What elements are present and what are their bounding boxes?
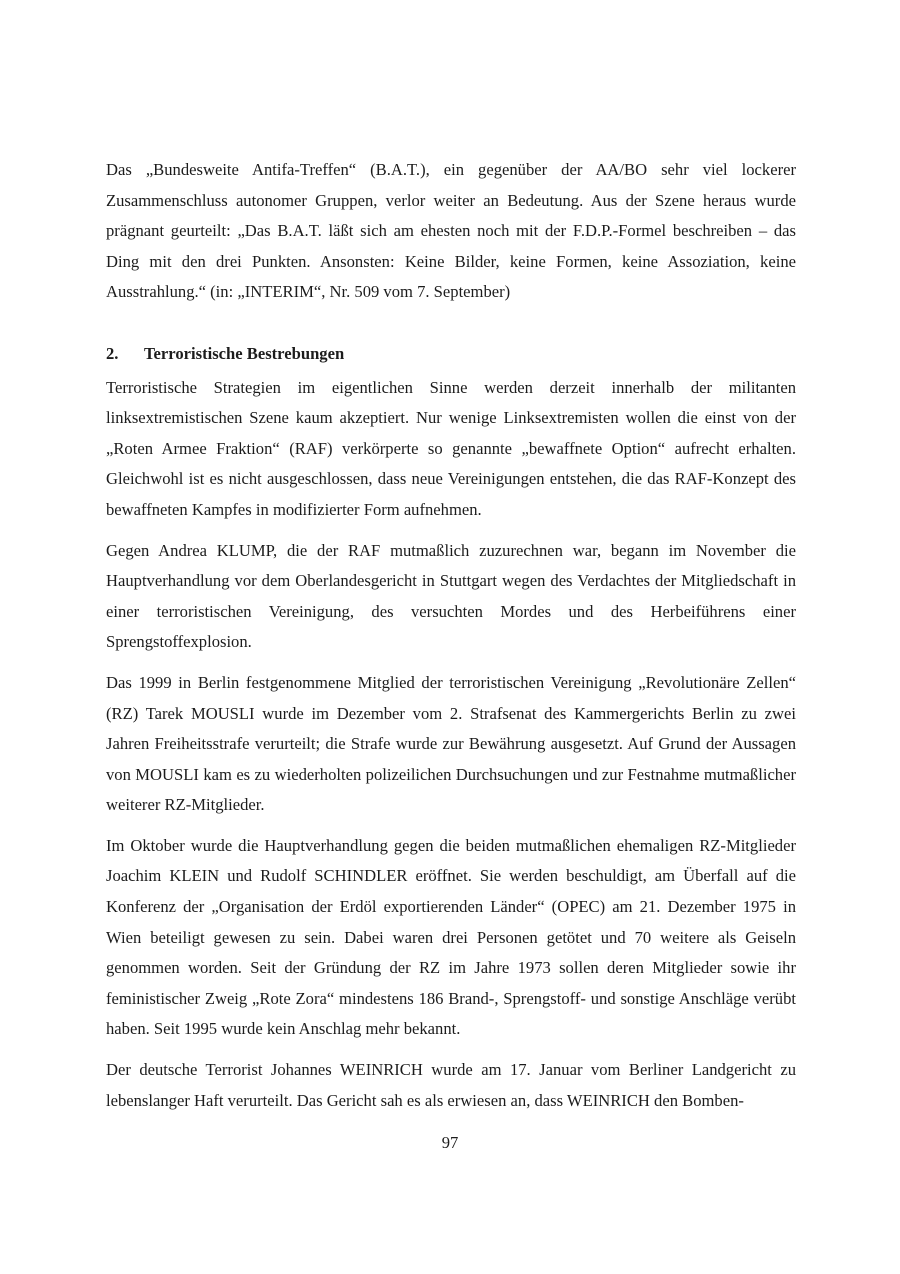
section-number: 2. <box>106 343 119 363</box>
body-paragraph: Der deutsche Terrorist Johannes WEINRICH wurde am 17. Januar vom Berliner Landgericht zu lebenslanger Haft verurteilt. Das Gericht sah es als erwiesen an, dass WEINRICH den Bomben- <box>106 1060 796 1110</box>
section-heading <box>106 339 796 370</box>
body-paragraph: Gegen Andrea KLUMP, die der RAF mutmaßlich zuzurechnen war, begann im November die Hauptverhandlung vor dem Oberlandesgericht in Stuttgart wegen des Verdachtes der Mitgliedschaft in einer terroristischen Vereinigung, des versuchten Mordes und des Herbeiführens einer Sprengstoffexplosion. <box>106 540 796 652</box>
body-paragraph: Im Oktober wurde die Hauptverhandlung gegen die beiden mutmaßlichen ehemaligen RZ-Mitglieder Joachim KLEIN und Rudolf SCHINDLER eröffnet. Sie werden beschuldigt, am Überfall auf die Konferenz der „Organisation der Erdöl exportierenden Länder“ (OPEC) am 21. Dezember 1975 in Wien beteiligt gewesen zu sein. Dabei waren drei Personen getötet und 70 weitere als Geiseln genommen worden. Seit der Gründung der RZ im Jahre 1973 sollen deren Mitglieder sowie ihr feministischer Zweig „Rote Zora“ mindestens 186 Brand-, Sprengstoff- und sonstige Anschläge verübt haben. Seit 1995 wurde kein Anschlag mehr bekannt. <box>106 835 796 1039</box>
section-title: Terroristische Bestrebungen <box>144 343 345 363</box>
body-paragraph: Das 1999 in Berlin festgenommene Mitglied der terroristischen Vereinigung „Revolutionäre Zellen“ (RZ) Tarek MOUSLI wurde im Dezember vom 2. Strafsenat des Kammergerichts Berlin zu zwei Jahren Freiheitsstrafe verurteilt; die Strafe wurde zur Bewährung ausgesetzt. Auf Grund der Aussagen von MOUSLI kam es zu wiederholten polizeilichen Durchsuchungen und zur Festnahme mutmaßlicher weiterer RZ-Mitglieder. <box>106 672 796 815</box>
body-paragraph: Terroristische Strategien im eigentlichen Sinne werden derzeit innerhalb der militanten linksextremistischen Szene kaum akzeptiert. Nur wenige Linksextremisten wollen die einst von der „Roten Armee Fraktion“ (RAF) verkörperte so genannte „bewaffnete Option“ aufrecht erhalten. Gleichwohl ist es nicht ausgeschlossen, dass neue Vereinigungen entstehen, die das RAF-Konzept des bewaffneten Kampfes in modifizierter Form aufnehmen. <box>106 377 796 519</box>
intro-paragraph: Das „Bundesweite Antifa-Treffen“ (B.A.T.), ein gegenüber der AA/BO sehr viel lockerer Zusammenschluss autonomer Gruppen, verlor weiter an Bedeutung. Aus der Szene heraus wurde prägnant geurteilt: „Das B.A.T. läßt sich am ehesten noch mit der F.D.P.-Formel beschreiben – das Ding mit den drei Punkten. Ansonsten: Keine Bilder, keine Formen, keine Assoziation, keine Ausstrahlung.“ (in: „INTERIM“, Nr. 509 vom 7. September) <box>106 160 796 302</box>
page-content <box>106 155 796 1126</box>
page-number: 97 <box>441 1133 459 1152</box>
